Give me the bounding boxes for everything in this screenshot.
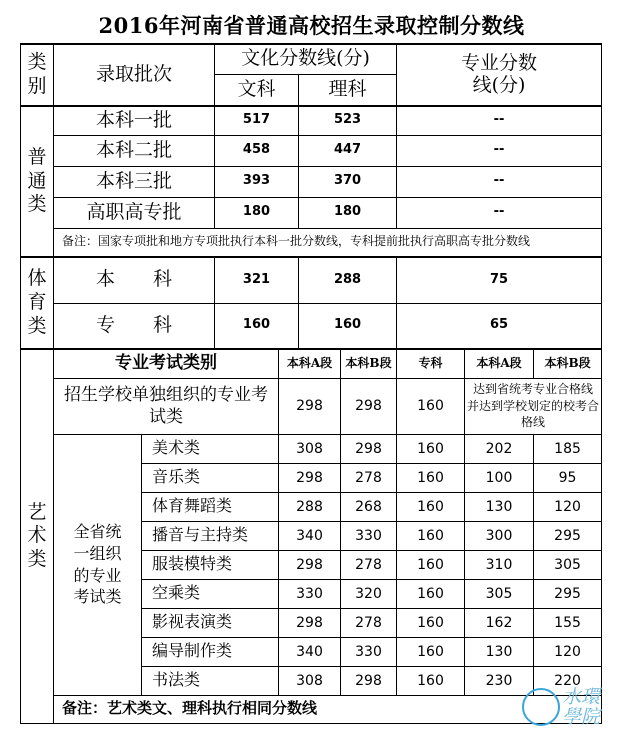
- art-unified-major-b: 295: [534, 579, 602, 608]
- general-arts: 393: [215, 166, 299, 197]
- art-unified-a: 308: [279, 666, 341, 695]
- art-unified-major-b: 95: [534, 463, 602, 492]
- sports-major: 75: [397, 257, 602, 303]
- general-batch: 高职高专批: [54, 197, 215, 228]
- sports-batch: 专 科: [54, 303, 215, 349]
- art-unified-b: 278: [341, 608, 397, 637]
- sports-arts: 321: [215, 257, 299, 303]
- header-major: 专业分数线(分): [397, 44, 602, 106]
- art-unified-name: 空乘类: [142, 579, 279, 608]
- art-unified-major-a: 300: [465, 521, 534, 550]
- art-unified-name: 音乐类: [142, 463, 279, 492]
- art-unified-major-b: 295: [534, 521, 602, 550]
- art-note: 备注：艺术类文、理科执行相同分数线: [54, 695, 602, 723]
- art-unified-b: 298: [341, 434, 397, 463]
- art-unified-name: 书法类: [142, 666, 279, 695]
- art-unified-major-b: 155: [534, 608, 602, 637]
- art-unified-c: 160: [397, 579, 465, 608]
- general-arts: 517: [215, 106, 299, 135]
- general-science: 180: [299, 197, 397, 228]
- art-single-exam-label: 招生学校单独组织的专业考试类: [54, 378, 279, 434]
- art-unified-a: 330: [279, 579, 341, 608]
- art-col-a: 本科A段: [279, 349, 341, 378]
- score-table: [20, 43, 602, 724]
- art-unified-a: 298: [279, 463, 341, 492]
- art-unified-name: 影视表演类: [142, 608, 279, 637]
- requirement-line1: 达到省统考专业合格线: [473, 381, 594, 396]
- art-unified-major-a: 100: [465, 463, 534, 492]
- art-single-c: 160: [397, 378, 465, 434]
- art-single-a: 298: [279, 378, 341, 434]
- art-exam-type-header: 专业考试类别: [54, 349, 279, 378]
- art-unified-c: 160: [397, 608, 465, 637]
- art-unified-a: 308: [279, 434, 341, 463]
- art-col-c: 专科: [397, 349, 465, 378]
- art-unified-major-b: 185: [534, 434, 602, 463]
- header-arts: 文科: [215, 74, 299, 106]
- art-unified-a: 340: [279, 637, 341, 666]
- header-batch: 录取批次: [54, 44, 215, 106]
- art-unified-a: 298: [279, 550, 341, 579]
- art-unified-c: 160: [397, 434, 465, 463]
- header-category: 类别: [21, 44, 54, 106]
- watermark-text: [562, 688, 600, 728]
- sports-major: 65: [397, 303, 602, 349]
- art-unified-a: 340: [279, 521, 341, 550]
- watermark-logo: [522, 688, 612, 738]
- art-col-a-major: 本科A段: [465, 349, 534, 378]
- general-note: 备注：国家专项批和地方专项批执行本科一批分数线，专科提前批执行高职高专批分数线: [54, 228, 602, 257]
- art-unified-name: 美术类: [142, 434, 279, 463]
- art-unified-major-a: 305: [465, 579, 534, 608]
- art-single-requirement: [465, 378, 602, 434]
- general-major: --: [397, 135, 602, 166]
- art-unified-c: 160: [397, 550, 465, 579]
- art-unified-name: 编导制作类: [142, 637, 279, 666]
- art-unified-major-b: 120: [534, 637, 602, 666]
- sports-batch: 本 科: [54, 257, 215, 303]
- art-unified-name: 服装模特类: [142, 550, 279, 579]
- art-unified-label: 全省统一组织的专业考试类: [54, 434, 142, 695]
- art-unified-c: 160: [397, 666, 465, 695]
- art-unified-b: 278: [341, 550, 397, 579]
- art-unified-major-b: 120: [534, 492, 602, 521]
- art-unified-c: 160: [397, 637, 465, 666]
- general-batch: 本科二批: [54, 135, 215, 166]
- art-col-b-major: 本科B段: [534, 349, 602, 378]
- art-unified-b: 268: [341, 492, 397, 521]
- general-science: 523: [299, 106, 397, 135]
- sports-arts: 160: [215, 303, 299, 349]
- page-title: 2016年河南省普通高校招生录取控制分数线: [98, 13, 525, 38]
- art-unified-name: 播音与主持类: [142, 521, 279, 550]
- sports-science: 160: [299, 303, 397, 349]
- art-label: 艺术类: [21, 349, 54, 723]
- general-major: --: [397, 106, 602, 135]
- art-unified-major-b: 220: [534, 666, 602, 695]
- art-unified-major-a: 130: [465, 492, 534, 521]
- art-unified-b: 330: [341, 521, 397, 550]
- art-unified-c: 160: [397, 492, 465, 521]
- art-unified-major-b: 305: [534, 550, 602, 579]
- general-science: 447: [299, 135, 397, 166]
- art-unified-name: 体育舞蹈类: [142, 492, 279, 521]
- art-unified-b: 330: [341, 637, 397, 666]
- header-science: 理科: [299, 74, 397, 106]
- art-unified-b: 298: [341, 666, 397, 695]
- general-batch: 本科三批: [54, 166, 215, 197]
- art-unified-major-a: 162: [465, 608, 534, 637]
- art-single-b: 298: [341, 378, 397, 434]
- sports-science: 288: [299, 257, 397, 303]
- requirement-line2: 并达到学校划定的校考合格线: [467, 398, 600, 430]
- sports-label: 体育类: [21, 257, 54, 349]
- watermark-line2: 學院: [562, 705, 601, 728]
- art-unified-a: 288: [279, 492, 341, 521]
- general-label: 普通类: [21, 106, 54, 257]
- watermark-circle-icon: [522, 688, 560, 726]
- watermark-line1: 水環: [562, 686, 601, 708]
- art-unified-a: 298: [279, 608, 341, 637]
- art-unified-major-a: 202: [465, 434, 534, 463]
- general-major: --: [397, 166, 602, 197]
- art-unified-b: 278: [341, 463, 397, 492]
- art-unified-c: 160: [397, 521, 465, 550]
- general-batch: 本科一批: [54, 106, 215, 135]
- art-unified-major-a: 130: [465, 637, 534, 666]
- art-unified-c: 160: [397, 463, 465, 492]
- header-culture: 文化分数线(分): [215, 44, 397, 74]
- art-unified-major-a: 310: [465, 550, 534, 579]
- art-col-b: 本科B段: [341, 349, 397, 378]
- general-arts: 458: [215, 135, 299, 166]
- art-unified-major-a: 230: [465, 666, 534, 695]
- art-unified-b: 320: [341, 579, 397, 608]
- general-science: 370: [299, 166, 397, 197]
- general-arts: 180: [215, 197, 299, 228]
- general-major: --: [397, 197, 602, 228]
